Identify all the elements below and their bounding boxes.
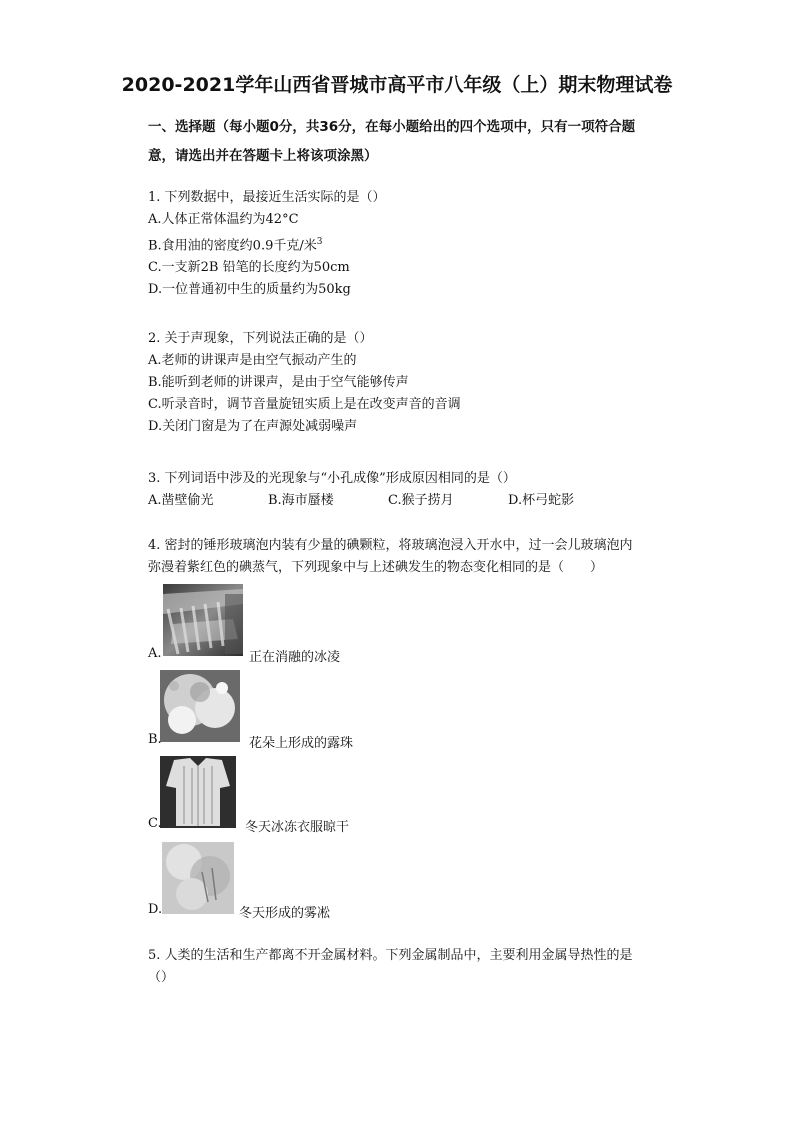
question-3-stem: 3. 下列词语中涉及的光现象与“小孔成像”形成原因相同的是（） [148,471,516,486]
question-5 [148,945,683,989]
question-2-option-c: C.听录音时，调节音量旋钮实质上是在改变声音的音调 [148,397,461,412]
question-3-option-a: A.凿壁偷光 [148,493,214,508]
section-heading [148,113,708,171]
question-3 [148,468,574,512]
section-heading-line2: 意，请选出并在答题卡上将该项涂黑） [148,148,378,164]
option-letter-b: B. [148,732,162,747]
option-d-caption: 冬天形成的雾凇 [239,906,331,921]
question-2 [148,328,461,438]
frozen-clothes-photo [160,756,236,828]
option-letter-d: D. [148,902,163,917]
rime-frost-photo [162,842,234,914]
icicle-photo [163,584,243,656]
question-2-option-d: D.关闭门窗是为了在声源处减弱噪声 [148,419,358,434]
question-2-option-b: B.能听到老师的讲课声，是由于空气能够传声 [148,375,409,390]
dewdrop-flower-photo [160,670,240,742]
question-3-options [148,490,574,512]
question-1-option-c: C.一支新2B 铅笔的长度约为50cm [148,260,350,276]
question-5-stem-line2: （） [148,970,175,985]
question-4-stem-line1: 4. 密封的锤形玻璃泡内装有少量的碘颗粒，将玻璃泡浸入开水中，过一会儿玻璃泡内 [148,538,633,553]
question-1-option-a: A.人体正常体温约为42°C [148,212,299,227]
question-3-option-b: B.海市蜃楼 [268,493,334,508]
question-4 [148,535,633,579]
question-4-stem-line2: 弥漫着紫红色的碘蒸气，下列现象中与上述碘发生的物态变化相同的是（ ） [148,560,604,575]
option-b-caption: 花朵上形成的露珠 [249,736,354,751]
question-1-option-d: D.一位普通初中生的质量约为50kg [148,282,351,298]
question-1-option-b-text: B.食用油的密度约0.9千克/米 [148,238,317,254]
option-letter-a: A. [148,646,162,661]
question-1-option-b [148,231,386,257]
option-letter-c: C. [148,816,162,831]
exam-title: 2020-2021学年山西省晋城市高平市八年级（上）期末物理试卷 [121,74,673,96]
question-1 [148,187,386,301]
question-2-option-a: A.老师的讲课声是由空气振动产生的 [148,353,357,368]
question-3-option-d: D.杯弓蛇影 [508,493,575,508]
section-heading-line1: 一、选择题（每小题0分，共36分，在每小题给出的四个选项中，只有一项符合题 [148,119,636,135]
option-c-caption: 冬天冰冻衣服晾干 [245,820,350,835]
question-3-option-c: C.猴子捞月 [388,493,454,508]
question-2-stem: 2. 关于声现象，下列说法正确的是（） [148,331,373,346]
option-a-caption: 正在消融的冰凌 [249,650,341,665]
superscript-three: 3 [316,237,323,247]
question-5-stem-line1: 5. 人类的生活和生产都离不开金属材料。下列金属制品中，主要利用金属导热性的是 [148,948,633,963]
question-1-stem: 1. 下列数据中，最接近生活实际的是（） [148,190,386,205]
